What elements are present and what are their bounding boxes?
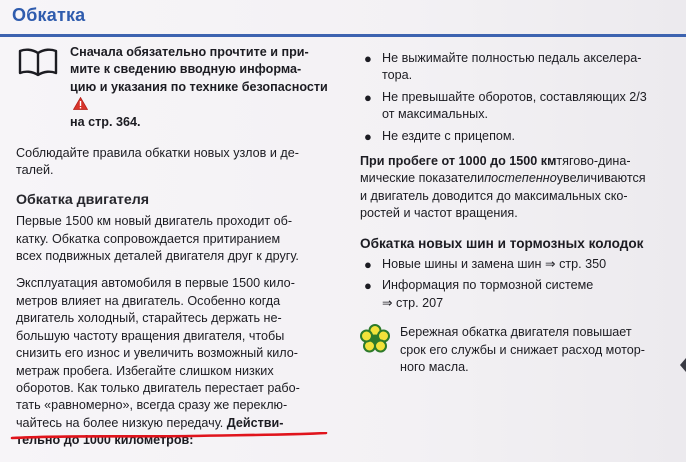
list-item: ● Не ездите с прицепом. [364, 128, 516, 144]
list-item: ● Не выжимайте полностью педаль акселера- тора. [364, 51, 642, 83]
text-line: оборотов. Как только двигатель перестает рабо- [16, 380, 300, 395]
text-line: Соблюдайте правила обкатки новых узлов и де- [16, 146, 299, 161]
rules-list [360, 50, 678, 145]
section-header [0, 0, 686, 37]
list-item: ● Информация по тормозной системе ⇒ стр. 207 [360, 277, 678, 312]
text-line: мические показателипостепенноувеличиваются [360, 171, 646, 186]
notice-line: на стр. 364. [70, 114, 141, 129]
left-column [16, 44, 338, 450]
bold-text: тельно до 1000 километров: [16, 433, 194, 448]
text-line: чайтесь на более низкую передачу. Действи- [16, 415, 284, 430]
text-line: срок его службы и снижает расход мотор- [400, 342, 645, 357]
engine-paragraph-1 [16, 213, 338, 265]
text-line: талей. [16, 163, 54, 178]
notice-line: цию и указания по технике безопасности [70, 79, 338, 114]
page-link[interactable]: ⇒ стр. 207 [382, 295, 444, 310]
list-item [360, 256, 678, 273]
text-line: снизить его износ и увеличить возможный кило- [16, 346, 298, 361]
text-line: При пробеге от 1000 до 1500 кмтягово-дина- [360, 154, 631, 169]
eco-note [360, 324, 678, 376]
text-line: метраж пробега. Избегайте слишком низких [16, 363, 274, 378]
list-item: ● Не превышайте оборотов, составляющих 2/3 от максимальных. [364, 89, 647, 122]
bullet-icon: ● [364, 257, 372, 273]
notice-line: мите к сведению вводную информа- [70, 62, 302, 77]
section-title: Обкатка [12, 5, 86, 25]
bullet-icon: ● [364, 89, 372, 105]
page-link[interactable]: Новые шины и замена шин ⇒ стр. 350 [382, 257, 607, 272]
intro-paragraph [16, 145, 338, 180]
bullet-icon: ● [364, 278, 372, 294]
book-icon [18, 47, 58, 77]
bold-text: Действи- [226, 415, 284, 430]
text-line: тать «равномерно», всегда сразу же переклю- [16, 398, 288, 413]
tires-list [360, 256, 678, 312]
notice-line: Сначала обязательно прочтите и при- [70, 45, 309, 59]
text-line: ростей и частот вращения. [360, 206, 518, 221]
mileage-paragraph [360, 153, 678, 223]
eco-flower-icon [360, 324, 390, 354]
page-edge-arrow-icon [676, 350, 686, 380]
text-line: и двигатель доводится до максимальных ско- [360, 188, 628, 203]
text-line: катку. Обкатка сопровождается притиранием [16, 231, 281, 246]
engine-heading: Обкатка двигателя [16, 191, 150, 208]
text-line: двигатель холодный, старайтесь держать не- [16, 311, 282, 326]
red-underline [10, 432, 330, 446]
bullet-icon: ● [364, 51, 372, 66]
safety-notice [16, 44, 338, 131]
text-line: большую частоту вращения двигателя, чтобы [16, 328, 285, 343]
text-line: Первые 1500 км новый двигатель проходит об- [16, 214, 293, 229]
right-column [360, 50, 678, 377]
bullet-icon: ● [364, 128, 372, 144]
text-line: метров влияет на двигатель. Особенно когда [16, 293, 281, 308]
text-line: Эксплуатация автомобиля в первые 1500 кило- [16, 276, 295, 291]
text-line: ного масла. [400, 360, 469, 375]
engine-paragraph-2 [16, 275, 338, 449]
tires-heading: Обкатка новых шин и тормозных колодок [360, 235, 644, 251]
text-line: всех подвижных деталей двигателя друг к другу. [16, 249, 299, 264]
warning-triangle-icon [73, 97, 88, 110]
text-line: Бережная обкатка двигателя повышает [400, 325, 632, 340]
